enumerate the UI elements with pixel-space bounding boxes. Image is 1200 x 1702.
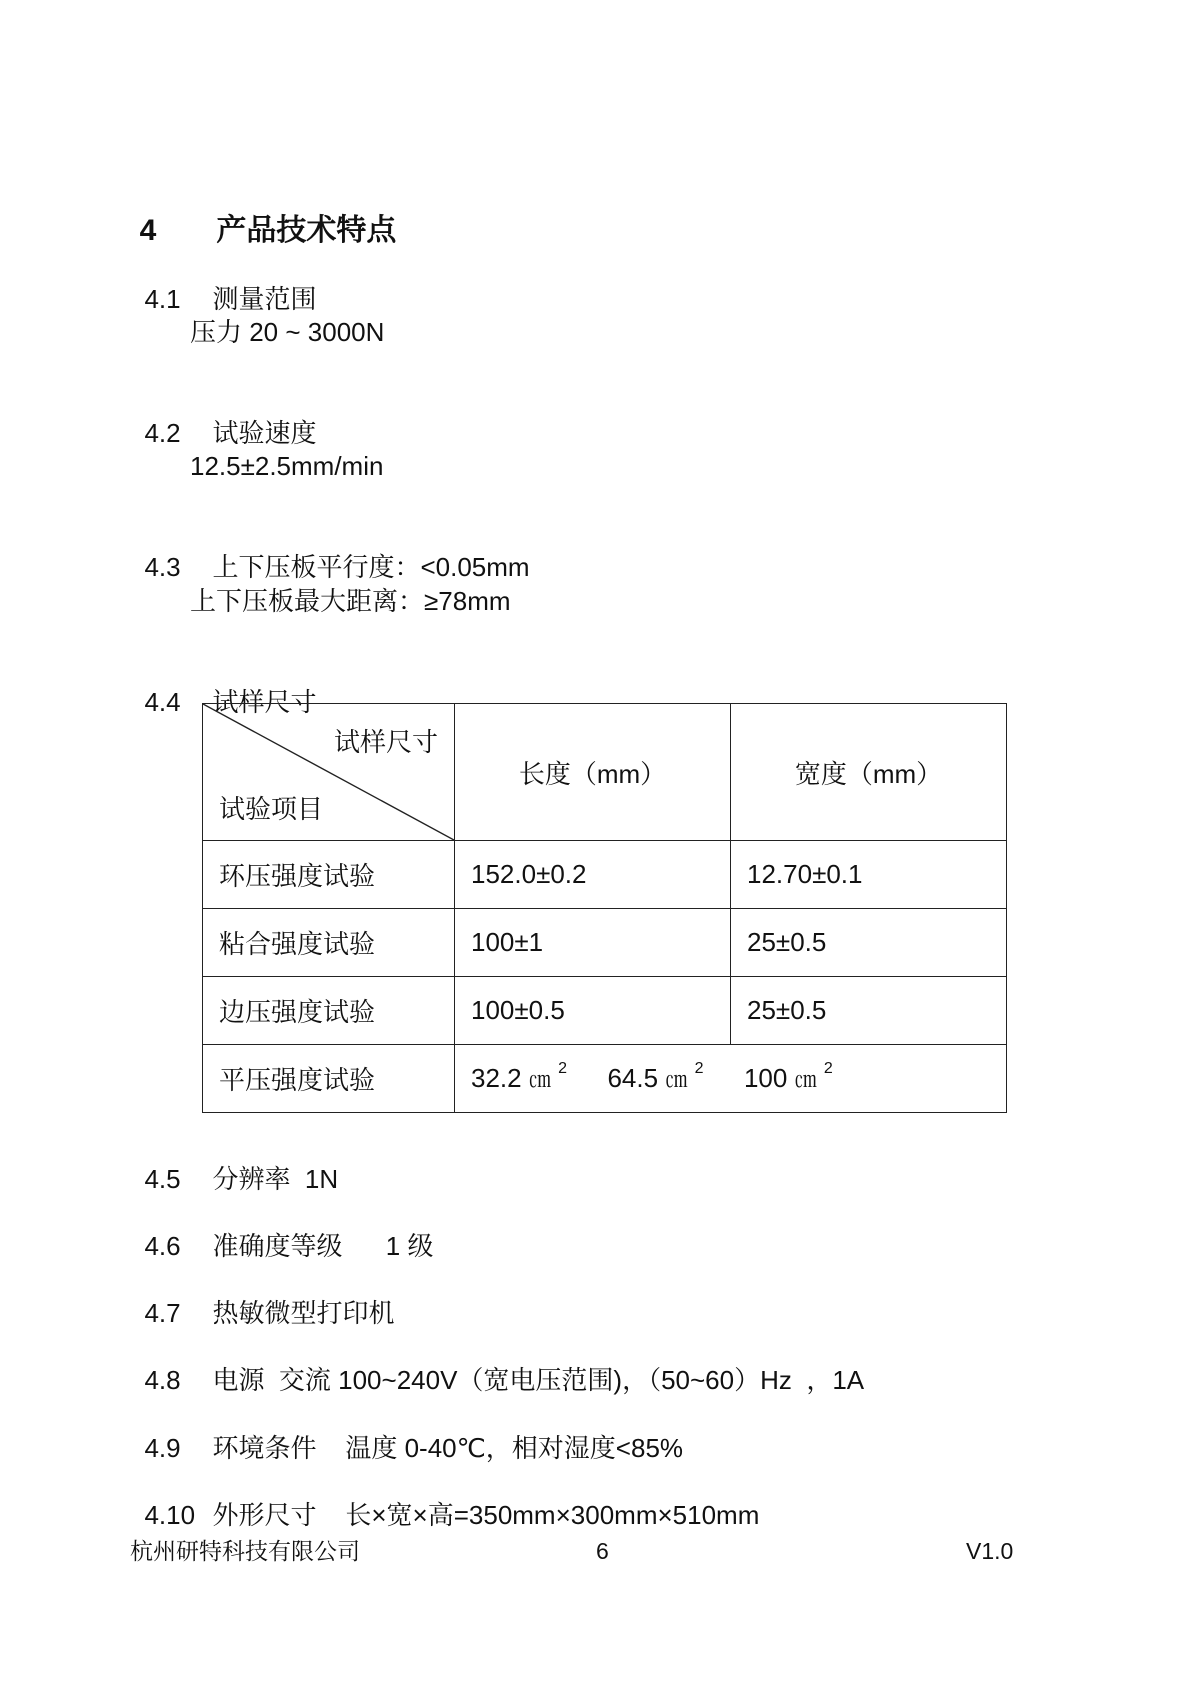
corner-top-label: 试样尺寸 [333, 727, 438, 757]
table-row [203, 909, 1007, 977]
length-cell: 100±1 [455, 909, 731, 977]
sample-size-table [202, 703, 1007, 1113]
platen-distance-detail: 上下压板最大距离：≥78mm [190, 586, 511, 616]
item-4-5 [130, 1128, 338, 1196]
width-cell: 25±0.5 [731, 977, 1007, 1045]
area-unit: ㎝ [794, 1067, 817, 1092]
item-4-7 [130, 1262, 394, 1330]
area-unit: ㎝ [665, 1067, 688, 1092]
footer-company: 杭州研特科技有限公司 [130, 1538, 360, 1564]
section-title: 产品技术特点 [216, 214, 397, 247]
area-value: 32.2 [471, 1063, 522, 1093]
area-exponent: 2 [694, 1060, 704, 1078]
item-number: 4.10 [144, 1500, 196, 1530]
item-title: 热敏微型打印机 [212, 1298, 395, 1328]
item-4-3 [130, 516, 530, 584]
test-item-cell: 平压强度试验 [203, 1045, 455, 1113]
width-header: 宽度（mm） [731, 704, 1007, 841]
area-exponent: 2 [558, 1060, 567, 1078]
section-heading [123, 180, 396, 248]
width-cell: 25±0.5 [731, 909, 1007, 977]
corner-bottom-label: 试验项目 [219, 794, 324, 824]
area-unit: ㎝ [528, 1067, 551, 1092]
footer-version: V1.0 [966, 1538, 1014, 1564]
area-value: 100 [743, 1063, 788, 1093]
table-header-row [203, 704, 1007, 841]
item-number: 4.7 [144, 1298, 181, 1328]
item-4-1 [130, 248, 316, 316]
item-title: 环境条件 温度 0-40℃，相对湿度<85% [212, 1433, 684, 1463]
test-item-cell: 边压强度试验 [203, 977, 455, 1045]
item-title: 测量范围 [212, 284, 317, 314]
table-row [203, 841, 1007, 909]
area-value: 64.5 [607, 1063, 659, 1093]
item-number: 4.5 [144, 1164, 181, 1194]
length-cell: 100±0.5 [455, 977, 731, 1045]
area-exponent: 2 [823, 1060, 833, 1078]
footer-page-number: 6 [596, 1538, 609, 1564]
item-title: 外形尺寸 长×宽×高=350mm×300mm×510mm [212, 1500, 760, 1530]
item-title: 电源 交流 100~240V（宽电压范围)，（50~60）Hz ，1A [212, 1365, 865, 1395]
item-title: 试样尺寸 [212, 687, 317, 717]
length-cell: 152.0±0.2 [455, 841, 731, 909]
item-4-8 [130, 1329, 864, 1397]
width-cell: 12.70±0.1 [731, 841, 1007, 909]
area-cell [455, 1045, 1007, 1113]
test-item-cell: 粘合强度试验 [203, 909, 455, 977]
item-number: 4.2 [144, 418, 181, 448]
item-title: 分辨率 1N [212, 1164, 339, 1194]
test-item-cell: 环压强度试验 [203, 841, 455, 909]
measure-range-detail: 压力 20 ~ 3000N [190, 317, 385, 347]
section-number: 4 [139, 214, 157, 247]
item-number: 4.1 [144, 284, 181, 314]
item-4-2 [130, 382, 316, 450]
item-4-10 [130, 1464, 759, 1532]
item-title: 上下压板平行度：<0.05mm [212, 552, 530, 582]
length-header: 长度（mm） [455, 704, 731, 841]
item-number: 4.6 [144, 1231, 181, 1261]
table-row [203, 977, 1007, 1045]
item-title: 试验速度 [212, 418, 317, 448]
item-number: 4.9 [144, 1433, 181, 1463]
test-speed-detail: 12.5±2.5mm/min [190, 451, 384, 481]
item-number: 4.4 [144, 687, 181, 717]
corner-header-cell [203, 704, 455, 841]
item-4-6 [130, 1195, 433, 1263]
item-title: 准确度等级 1 级 [212, 1231, 434, 1261]
item-number: 4.3 [144, 552, 181, 582]
table-row-flat-crush [203, 1045, 1007, 1113]
item-number: 4.8 [144, 1365, 181, 1395]
item-4-9 [130, 1397, 683, 1465]
